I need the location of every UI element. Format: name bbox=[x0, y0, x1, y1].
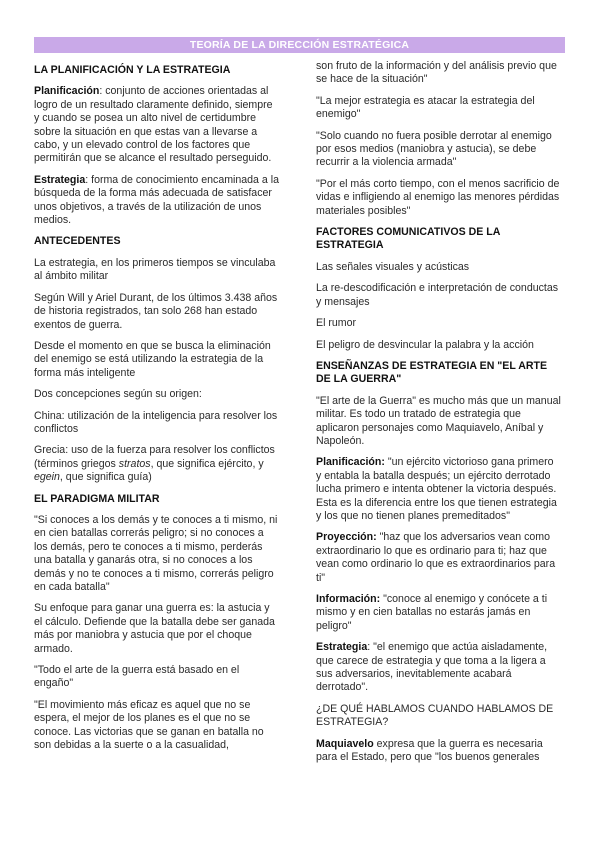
paragraph-planificacion-quote bbox=[316, 456, 561, 523]
quote: "La mejor estrategia es atacar la estrategia del enemigo" bbox=[316, 94, 535, 121]
term-proyeccion: Proyección: bbox=[316, 531, 377, 544]
paragraph-question: ¿DE QUÉ HABLAMOS CUANDO HABLAMOS DE ESTRATEGIA? bbox=[316, 702, 554, 729]
definition-text: : conjunto de acciones orientadas al logro de un resultado claramente definido, siempre y cuando se posea un alto nivel de certidumbre sobre la situación en que estas van a llevarse a cabo, y un elevado control de los factores que permitirán que se alcance el resultado perseguido. bbox=[34, 85, 273, 165]
quote: "Todo el arte de la guerra está basado en el engaño" bbox=[34, 664, 240, 690]
quote: "El movimiento más eficaz es aquel que no se espera, el mejor de los planes es el que no se conoce. Las victorias que se ganan en batalla no son debidas a la suerte o a la casualidad, bbox=[34, 698, 264, 752]
paragraph-grecia bbox=[34, 444, 279, 484]
document-title-banner: TEORÍA DE LA DIRECCIÓN ESTRATÉGICA bbox=[34, 37, 565, 53]
text: , que significa guía) bbox=[59, 471, 152, 484]
text: , que significa ejército, y bbox=[150, 457, 264, 470]
quote-text: "conoce al enemigo y conócete a ti mismo y en cien batallas no estarás jamás en peligro" bbox=[316, 593, 548, 632]
section-heading-antecedentes: ANTECEDENTES bbox=[34, 235, 121, 248]
term-maquiavelo: Maquiavelo bbox=[316, 737, 374, 750]
text: Grecia: uso de la fuerza para resolver los conflictos (términos griegos bbox=[34, 444, 275, 470]
paragraph-informacion bbox=[316, 593, 561, 633]
term-planificacion: Planificación bbox=[34, 85, 100, 98]
paragraph: Dos concepciones según su origen: bbox=[34, 388, 202, 401]
paragraph-estrategia-quote bbox=[316, 641, 561, 695]
paragraph-estrategia bbox=[34, 174, 279, 228]
paragraph: "El arte de la Guerra" es mucho más que un manual militar. Es todo un tratado de estrategia que aplicaron personajes como Maquiavelo, Aníbal y Napoleón. bbox=[316, 394, 561, 447]
paragraph-proyeccion bbox=[316, 531, 561, 585]
quote-text: "haz que los adversarios vean como extraordinario lo que es ordinario para ti; haz que vean como ordinario lo que es extraordinarios para ti" bbox=[316, 531, 556, 584]
quote-text: "un ejército victorioso gana primero y entabla la batalla después; un ejército derrotado lucha primero e intenta obtener la victoria después. Esta es la diferencia entre los que tienen estrategia y los que no tienen planes premeditados" bbox=[316, 456, 557, 522]
definition-text: : forma de conocimiento encaminada a la búsqueda de la forma más adecuada de satisfacer unos objetivos, a través de la utilización de unos medios. bbox=[34, 173, 279, 227]
quote-continuation: son fruto de la información y del análisis previo que se hace de la situación" bbox=[316, 60, 557, 86]
quote: "Por el más corto tiempo, con el menos sacrificio de vidas e infligiendo al enemigo las menores pérdidas materiales posibles" bbox=[316, 177, 560, 217]
text: expresa que la guerra es necesaria para el Estado, pero que "los buenos generales bbox=[316, 737, 543, 764]
term-informacion: Información: bbox=[316, 593, 381, 605]
paragraph: Desde el momento en que se busca la eliminación del enemigo se está utilizando la estrategia de la forma más inteligente bbox=[34, 339, 271, 379]
quote: "Si conoces a los demás y te conoces a ti mismo, ni en cien batallas correrás peligro; si no conoces a los demás, pero te conoces a ti mismo, perderás una batalla y ganarás otra, si no conoces a los demás y no te conoces a ti mismo, correrás peligro en cada batalla" bbox=[34, 513, 278, 593]
term-stratos: stratos bbox=[118, 457, 151, 470]
quote: "Solo cuando no fuera posible derrotar al enemigo por esos medios (maniobra y astucia), se debe recurrir a la violencia armada" bbox=[316, 129, 552, 169]
paragraph: La estrategia, en los primeros tiempos se vinculaba al ámbito militar bbox=[34, 256, 276, 283]
section-heading-paradigma: EL PARADIGMA MILITAR bbox=[34, 492, 160, 505]
paragraph-china: China: utilización de la inteligencia para resolver los conflictos bbox=[34, 409, 278, 435]
left-column bbox=[34, 60, 279, 760]
term-egein: egein bbox=[34, 471, 60, 484]
paragraph: Según Will y Ariel Durant, de los últimos 3.438 años de historia registrados, tan solo 268 han estado exentos de guerra. bbox=[34, 291, 278, 331]
term-estrategia: Estrategia bbox=[34, 173, 86, 186]
section-heading-ensenanzas: ENSEÑANZAS DE ESTRATEGIA EN "EL ARTE DE LA GUERRA" bbox=[316, 359, 548, 386]
section-heading-factores: FACTORES COMUNICATIVOS DE LA ESTRATEGIA bbox=[316, 226, 501, 252]
list-item: Las señales visuales y acústicas bbox=[316, 260, 470, 273]
paragraph: Su enfoque para ganar una guerra es: la astucia y el cálculo. Defiende que la batalla debe ser ganada más por maniobra y astucia que por el choque armado. bbox=[34, 602, 275, 655]
list-item: La re-descodificación e interpretación de conductas y mensajes bbox=[316, 282, 559, 308]
section-heading-planificacion: LA PLANIFICACIÓN Y LA ESTRATEGIA bbox=[34, 64, 231, 76]
term-planificacion: Planificación: bbox=[316, 456, 385, 469]
right-column bbox=[316, 60, 561, 772]
list-item: El peligro de desvincular la palabra y la acción bbox=[316, 338, 534, 351]
quote-text: : "el enemigo que actúa aisladamente, que carece de estrategia y que toma a la ligera a sus adversarios, inevitablemente acabará derrotado". bbox=[316, 641, 548, 694]
term-estrategia: Estrategia bbox=[316, 641, 368, 654]
paragraph-maquiavelo bbox=[316, 738, 561, 765]
list-item: El rumor bbox=[316, 317, 357, 330]
paragraph-planificacion bbox=[34, 85, 279, 165]
